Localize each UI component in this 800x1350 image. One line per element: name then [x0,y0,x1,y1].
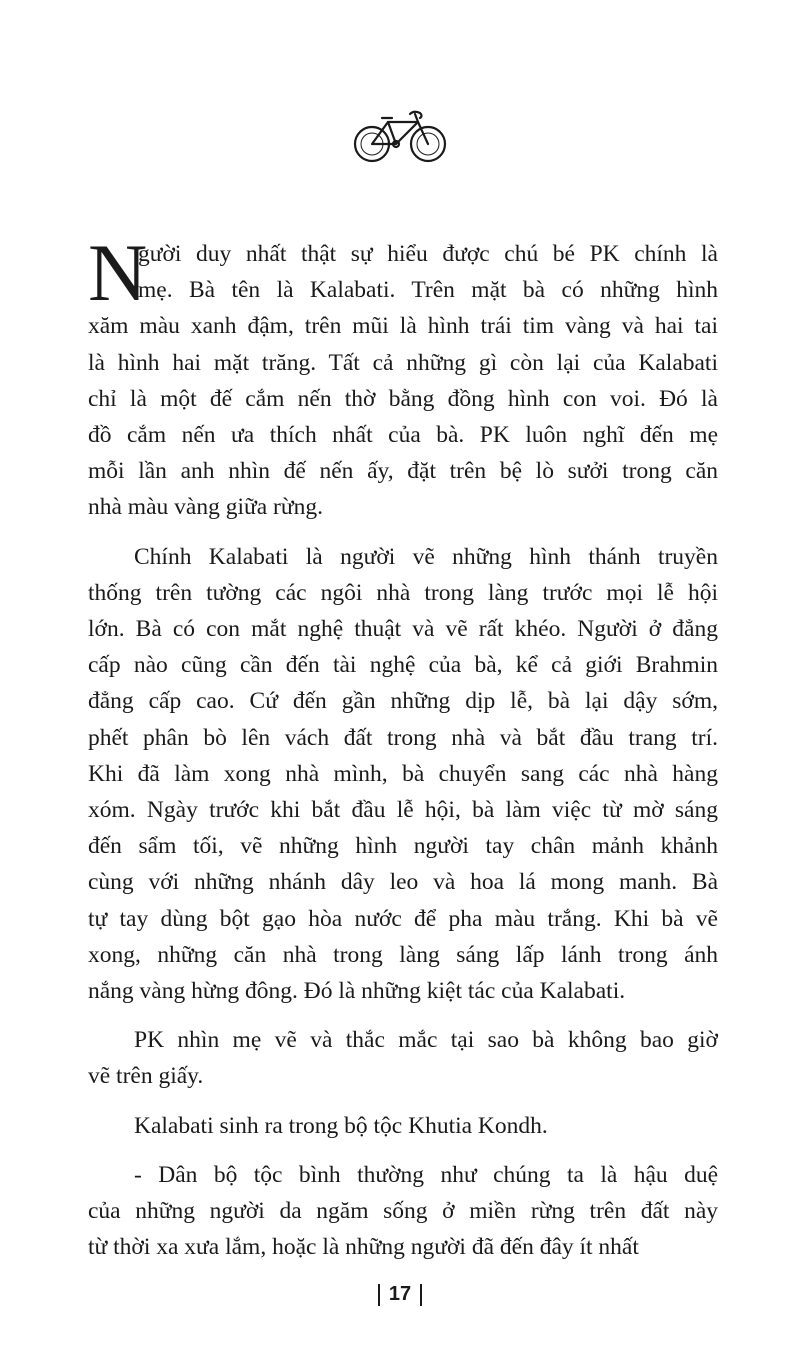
bicycle-icon [352,106,448,166]
text-line: đẳng cấp cao. Cứ đến gần những dịp lễ, bà lại dậy sớm, [88,688,718,715]
text-line: Khi đã làm xong nhà mình, bà chuyển sang các nhà hàng [88,760,718,787]
text-line: nhà màu vàng giữa rừng. [88,494,323,521]
text-line: đồ cắm nến ưa thích nhất của bà. PK luôn nghĩ đến mẹ [88,422,718,449]
text-line: mẹ. Bà tên là Kalabati. Trên mặt bà có những hình [138,277,718,304]
page-number [0,1283,800,1306]
text-line: đến sẩm tối, vẽ những hình người tay chân mảnh khảnh [88,833,718,860]
text-line: xong, những căn nhà trong làng sáng lấp lánh trong ánh [88,941,718,968]
text-line: vẽ trên giấy. [88,1063,204,1090]
paragraph [88,227,718,526]
text-line: xóm. Ngày trước khi bắt đầu lễ hội, bà làm việc từ mờ sáng [88,797,718,824]
text-line: cùng với những nhánh dây leo và hoa lá mong manh. Bà [88,869,718,896]
paragraph [88,1022,718,1094]
text-line: PK nhìn mẹ vẽ và thắc mắc tại sao bà không bao giờ [134,1027,718,1054]
text-line: từ thời xa xưa lắm, hoặc là những người đã đến đây ít nhất [88,1234,639,1261]
paragraph [88,539,718,1010]
paragraph [88,1108,718,1144]
text-line: chỉ là một đế cắm nến thờ bằng đồng hình con voi. Đó là [88,385,718,412]
text-line: cấp nào cũng cần đến tài nghệ của bà, kể cả giới Brahmin [88,652,718,679]
text-line: của những người da ngăm sống ở miền rừng trên đất này [88,1198,718,1225]
text-line: lớn. Bà có con mắt nghệ thuật và vẽ rất khéo. Người ở đẳng [88,616,718,643]
drop-cap: N [88,227,148,318]
text-line: phết phân bò lên vách đất trong nhà và bắt đầu trang trí. [88,724,718,751]
text-line: nắng vàng hừng đông. Đó là những kiệt tác của Kalabati. [88,978,626,1005]
text-line: gười duy nhất thật sự hiểu được chú bé PK chính là [138,241,718,267]
paragraph [88,1157,718,1266]
text-line: xăm màu xanh đậm, trên mũi là hình trái tim vàng và hai tai [88,313,718,340]
text-line: - Dân bộ tộc bình thường như chúng ta là hậu duệ [134,1161,718,1188]
text-line: thống trên tường các ngôi nhà trong làng trước mọi lễ hội [88,579,718,606]
text-line: Kalabati sinh ra trong bộ tộc Khutia Kondh. [134,1112,548,1139]
text-line: mỗi lần anh nhìn đế nến ấy, đặt trên bệ lò sưởi trong căn [88,458,718,485]
folio-bar-right [420,1284,422,1306]
text-line: Chính Kalabati là người vẽ những hình thánh truyền [134,543,718,570]
dropcap-block [88,227,718,318]
folio-bar-left [378,1284,380,1306]
text-line: là hình hai mặt trăng. Tất cả những gì còn lại của Kalabati [88,349,718,376]
page-number-value: 17 [388,1283,412,1305]
text-line: tự tay dùng bột gạo hòa nước để pha màu trắng. Khi bà vẽ [88,905,718,932]
body-text [88,227,718,1278]
